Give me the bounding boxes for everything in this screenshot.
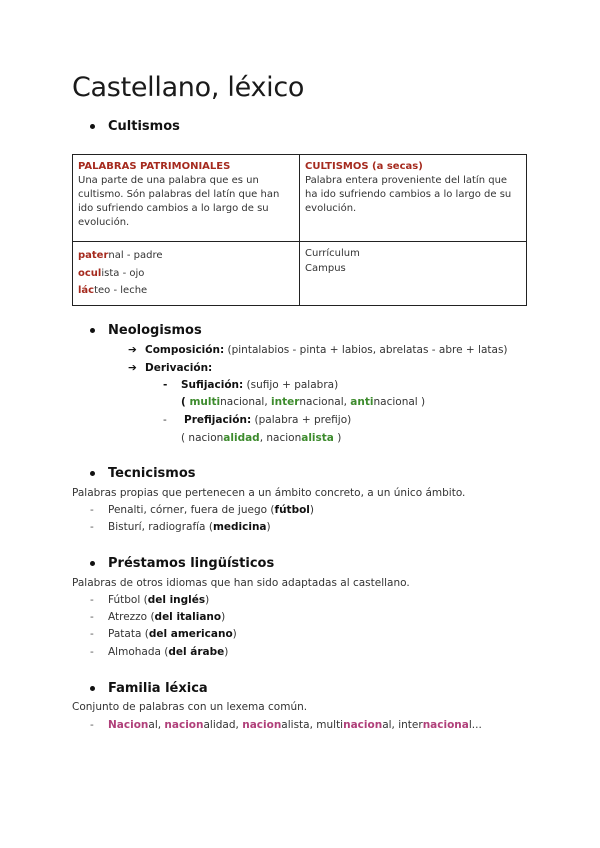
- list-item-prefijacion: - Prefijación: (palabra + prefijo): [163, 414, 352, 426]
- bullet-icon: [90, 328, 95, 333]
- dash-icon: -: [90, 611, 94, 623]
- list-item: - Fútbol (del inglés): [90, 594, 210, 606]
- heading-neologismos: Neologismos: [90, 323, 202, 338]
- list-item: - Bisturí, radiografía (medicina): [90, 521, 271, 533]
- heading-cultismos: Cultismos: [90, 119, 180, 134]
- dash-icon: -: [90, 628, 94, 640]
- example-row: paternal - padre: [78, 250, 163, 261]
- bullet-icon: [90, 471, 95, 476]
- dash-icon: -: [90, 719, 94, 731]
- list-item-sufijacion: - Sufijación: (sufijo + palabra): [163, 379, 339, 391]
- bullet-icon: [90, 124, 95, 129]
- dash-icon: -: [163, 379, 168, 391]
- table-cell-cultismos-examples: [300, 242, 527, 306]
- familia-description: Conjunto de palabras con un lexema común.: [72, 701, 308, 713]
- list-item: - Patata (del americano): [90, 628, 237, 640]
- table-cell-cultismos: [300, 155, 527, 242]
- cultismos-description: Palabra entera proveniente del latín que ha ido sufriendo cambios a lo largo de su evolución.: [305, 175, 512, 214]
- list-item-derivacion: ➔ Derivación:: [128, 362, 213, 374]
- column-header-patrimoniales: PALABRAS PATRIMONIALES: [78, 161, 231, 172]
- list-item-composicion: ➔ Composición: (pintalabios - pinta + labios, abrelatas - abre + latas): [128, 344, 508, 356]
- list-item: - Penalti, córner, fuera de juego (fútbol): [90, 504, 315, 516]
- table-cell-patrimoniales: [73, 155, 300, 242]
- list-item: - Atrezzo (del italiano): [90, 611, 226, 623]
- example-row: oculista - ojo: [78, 267, 145, 279]
- list-item: - Almohada (del árabe): [90, 646, 229, 658]
- example-row: Currículum: [305, 248, 360, 259]
- page-title: Castellano, léxico: [72, 72, 305, 103]
- prefijacion-examples: ( nacionalidad, nacionalista ): [181, 432, 342, 444]
- bullet-icon: [90, 686, 95, 691]
- dash-icon: -: [90, 646, 94, 658]
- bullet-icon: [90, 561, 95, 566]
- cultismos-table: [72, 154, 527, 306]
- column-header-cultismos: CULTISMOS (a secas): [305, 161, 423, 172]
- dash-icon: -: [90, 594, 94, 606]
- patrimoniales-description: Una parte de una palabra que es un cultismo. Són palabras del latín que han ido sufriendo cambios a lo largo de su evolución.: [78, 175, 280, 228]
- dash-icon: -: [90, 521, 94, 533]
- list-item: - Nacional, nacionalidad, nacionalista, multinacional, internacional...: [90, 719, 482, 731]
- dash-icon: -: [90, 504, 94, 516]
- prestamos-description: Palabras de otros idiomas que han sido adaptadas al castellano.: [72, 577, 410, 589]
- sufijacion-examples: ( multinacional, internacional, antinacional ): [181, 396, 426, 408]
- dash-icon: -: [163, 414, 167, 426]
- arrow-right-icon: ➔: [128, 362, 137, 374]
- arrow-right-icon: ➔: [128, 344, 137, 356]
- example-row: lácteo - leche: [78, 285, 148, 296]
- tecnicismos-description: Palabras propias que pertenecen a un ámbito concreto, a un único ámbito.: [72, 487, 466, 499]
- example-row: Campus: [305, 262, 346, 274]
- heading-prestamos: Préstamos lingüísticos: [90, 556, 274, 571]
- table-cell-patrimoniales-examples: [73, 242, 300, 306]
- heading-tecnicismos: Tecnicismos: [90, 466, 196, 481]
- heading-familia-lexica: Familia léxica: [90, 681, 208, 696]
